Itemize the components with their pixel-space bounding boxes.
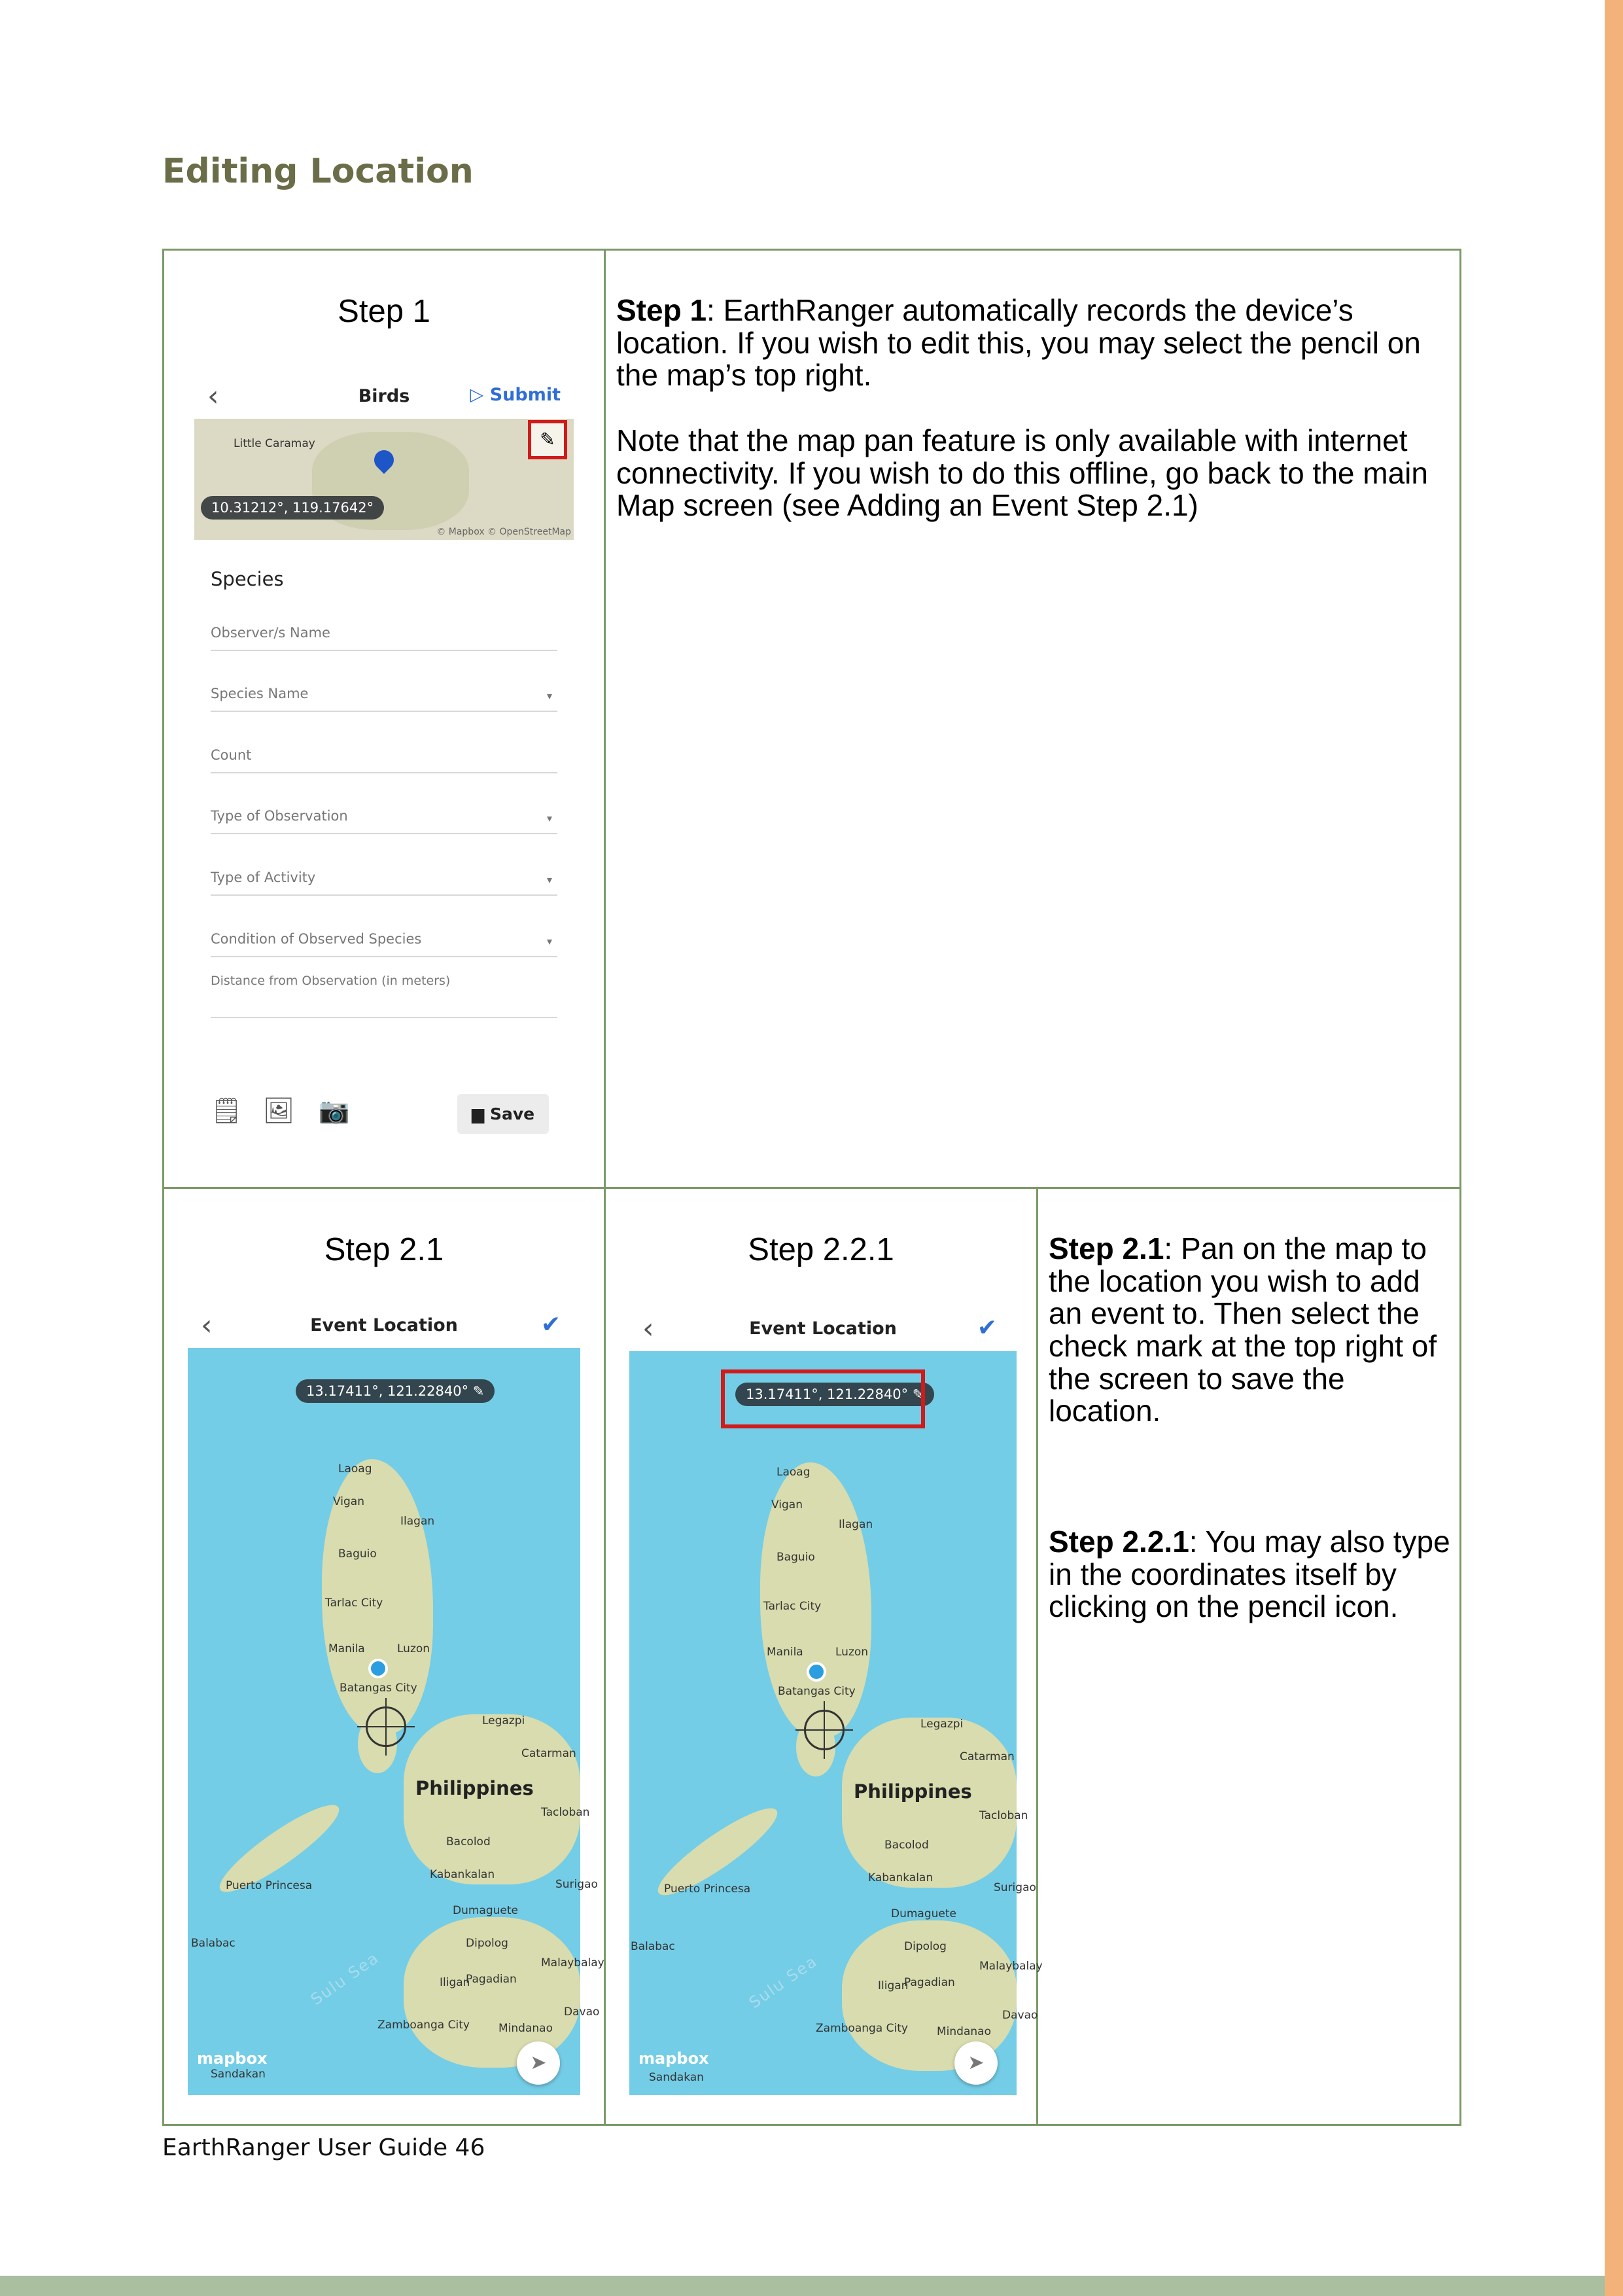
step1-paragraph: Step 1: EarthRanger automatically records the device’s location. If you wish to edit this, you may select the pencil on the map’s top right. [616, 293, 1421, 393]
country-label: Philippines [854, 1780, 972, 1803]
coordinates-chip[interactable]: 13.17411°, 121.22840° ✎ [735, 1383, 934, 1406]
phone-screenshot-event-location-b [629, 1305, 1043, 2095]
map-place-label: Tacloban [541, 1806, 590, 1819]
map-place-label: Zamboanga City [377, 2019, 470, 2032]
navigation-arrow-icon[interactable]: ➤ [517, 2041, 560, 2085]
map-place-label: Luzon [397, 1642, 430, 1655]
map-place-label: Vigan [771, 1498, 803, 1511]
folder-icon: ▆ [472, 1104, 490, 1123]
sea-label: Sulu Sea [745, 1951, 821, 2013]
pencil-icon: ✎ [912, 1386, 924, 1402]
map-place-label: Laoag [777, 1466, 811, 1479]
table-border-bottom [162, 2124, 1461, 2126]
map-place-label: Little Caramay [234, 437, 315, 450]
map-crosshair [804, 1710, 845, 1750]
table-border-top [162, 249, 1461, 251]
distance-from-observation-label: Distance from Observation (in meters) [211, 974, 451, 988]
map-place-label: Luzon [835, 1646, 869, 1659]
step-heading: Step 1 [338, 294, 430, 329]
mapbox-logo: mapbox [197, 2049, 268, 2068]
chevron-down-icon: ▾ [546, 812, 552, 824]
back-arrow-icon[interactable]: ‹ [207, 380, 219, 413]
app-top-bar [629, 1305, 1017, 1351]
step-2-2-1-heading: Step 2.2.1 [748, 1232, 894, 1267]
connectivity-note: Note that the map pan feature is only available with internet connectivity. If you wish to do this offline, go back to the main Map screen (see Adding an Event Step 2.1) [616, 423, 1428, 523]
map-place-label: Sandakan [649, 2071, 704, 2084]
gallery-icon[interactable]: 🖼 [263, 1096, 295, 1125]
section-title: Editing Location [162, 152, 474, 191]
right-accent-stripe [1605, 0, 1623, 2296]
step1-instructions [616, 294, 1454, 555]
map-place-label: Tarlac City [325, 1597, 383, 1610]
map-place-label: Bacolod [884, 1839, 929, 1852]
map-place-label: Ilagan [400, 1515, 435, 1528]
event-location-map[interactable] [188, 1348, 604, 2095]
coordinates-chip[interactable]: 13.17411°, 121.22840° ✎ [296, 1379, 495, 1403]
map-place-label: Dumaguete [453, 1904, 518, 1917]
table-border-middle [162, 1187, 1461, 1189]
send-icon: ▷ [470, 385, 490, 405]
chevron-down-icon: ▾ [546, 935, 552, 947]
map-place-label: Catarman [960, 1750, 1015, 1763]
observer-name-field[interactable]: Observer/s Name [211, 625, 557, 651]
step-2-2-1-paragraph: Step 2.2.1: You may also type in the coordinates itself by clicking on the pencil icon. [1049, 1525, 1450, 1624]
table-border-right [1459, 249, 1461, 2126]
map-place-label: Balabac [631, 1940, 675, 1953]
map-place-label: Kabankalan [868, 1871, 934, 1884]
check-mark-icon[interactable]: ✔ [540, 1311, 561, 1338]
notes-icon[interactable]: 🗒 [211, 1096, 243, 1125]
map-place-label: Baguio [777, 1551, 815, 1564]
page-footer: EarthRanger User Guide 46 [162, 2134, 485, 2161]
map-place-label: Surigao [994, 1881, 1036, 1894]
pencil-icon: ✎ [472, 1383, 485, 1399]
map-place-label: Dipolog [466, 1937, 508, 1950]
visayas-landmass [842, 1718, 1017, 1888]
location-map[interactable] [194, 419, 574, 540]
map-place-label: Vigan [333, 1495, 364, 1508]
map-place-label: Dumaguete [891, 1907, 956, 1920]
map-place-label: Baguio [338, 1547, 377, 1561]
table-divider-col2 [1036, 1187, 1038, 2126]
map-place-label: Ilagan [839, 1518, 873, 1531]
type-of-activity-select[interactable]: Type of Activity ▾ [211, 870, 557, 896]
chevron-down-icon: ▾ [546, 874, 552, 886]
map-place-label: Catarman [521, 1747, 576, 1760]
app-top-bar [188, 1302, 580, 1348]
map-place-label: Batangas City [778, 1685, 856, 1698]
edit-location-pencil-icon[interactable]: ✎ [528, 420, 567, 459]
phone-screenshot-event-location-a [188, 1302, 604, 2095]
map-place-label: Mindanao [498, 2022, 553, 2035]
sea-label: Sulu Sea [307, 1948, 383, 2009]
count-field[interactable]: Count [211, 747, 557, 773]
map-place-label: Manila [767, 1646, 803, 1659]
phone-screenshot-birds [194, 373, 574, 1132]
map-place-label: Legazpi [920, 1718, 964, 1731]
map-place-label: Surigao [555, 1878, 598, 1891]
save-button[interactable]: ▆ Save [457, 1094, 549, 1134]
map-place-label: Zamboanga City [816, 2022, 908, 2035]
chevron-down-icon: ▾ [546, 690, 552, 702]
map-place-label: Balabac [191, 1937, 236, 1950]
form-title: Birds [358, 386, 410, 406]
table-divider-col1 [604, 249, 606, 2126]
map-place-label: Iligan [878, 1979, 909, 1992]
map-place-label: Manila [328, 1642, 365, 1655]
screen-title: Event Location [749, 1318, 897, 1339]
mapbox-logo: mapbox [638, 2049, 709, 2068]
species-section-label: Species [211, 568, 284, 590]
current-location-dot [368, 1659, 388, 1678]
map-place-label: Puerto Princesa [664, 1882, 751, 1896]
step-2-1-heading: Step 2.1 [324, 1232, 444, 1267]
map-place-label: Mindanao [937, 2025, 991, 2038]
step-2-1-paragraph: Step 2.1: Pan on the map to the location you wish to add an event to. Then select the check mark at the top right of the screen to save the location. [1049, 1231, 1437, 1428]
map-place-label: Legazpi [482, 1714, 525, 1727]
navigation-arrow-icon[interactable]: ➤ [954, 2041, 998, 2085]
map-place-label: Davao [564, 2005, 600, 2019]
map-place-label: Dipolog [904, 1940, 947, 1953]
map-place-label: Kabankalan [430, 1868, 495, 1881]
map-place-label: Tacloban [979, 1809, 1028, 1822]
country-label: Philippines [415, 1777, 534, 1799]
map-place-label: Pagadian [904, 1976, 955, 1989]
map-place-label: Pagadian [466, 1973, 517, 1986]
check-mark-icon[interactable]: ✔ [977, 1315, 997, 1341]
back-arrow-icon[interactable]: ‹ [201, 1309, 213, 1342]
map-place-label: Batangas City [340, 1682, 417, 1695]
map-crosshair [366, 1706, 406, 1747]
map-place-label: Malaybalay [979, 1960, 1043, 1973]
map-place-label: Puerto Princesa [226, 1879, 313, 1892]
screen-title: Event Location [310, 1315, 458, 1335]
visayas-landmass [404, 1714, 580, 1884]
camera-icon[interactable]: 📷 [319, 1096, 350, 1125]
map-attribution: © Mapbox © OpenStreetMap [436, 527, 571, 537]
map-place-label: Sandakan [211, 2068, 266, 2081]
condition-of-observed-species-select[interactable]: Condition of Observed Species ▾ [211, 931, 557, 957]
map-place-label: Iligan [440, 1976, 470, 1989]
map-place-label: Bacolod [446, 1835, 491, 1848]
bottom-accent-stripe [0, 2276, 1605, 2296]
event-location-map[interactable] [629, 1351, 1043, 2095]
type-of-observation-select[interactable]: Type of Observation ▾ [211, 808, 557, 834]
back-arrow-icon[interactable]: ‹ [642, 1312, 654, 1345]
map-place-label: Malaybalay [541, 1956, 604, 1969]
map-place-label: Davao [1002, 2009, 1038, 2022]
step2-instructions [1049, 1233, 1454, 1656]
current-location-dot [807, 1662, 826, 1682]
table-border-left [162, 249, 164, 2126]
coordinates-chip: 10.31212°, 119.17642° [201, 496, 384, 520]
species-name-select[interactable]: Species Name ▾ [211, 686, 557, 712]
map-place-label: Tarlac City [763, 1600, 822, 1613]
app-top-bar [194, 373, 574, 419]
submit-button[interactable]: ▷ Submit [470, 385, 561, 405]
map-place-label: Laoag [338, 1462, 372, 1475]
coordinates-highlight-box [721, 1369, 925, 1428]
distance-field[interactable] [211, 1001, 557, 1018]
